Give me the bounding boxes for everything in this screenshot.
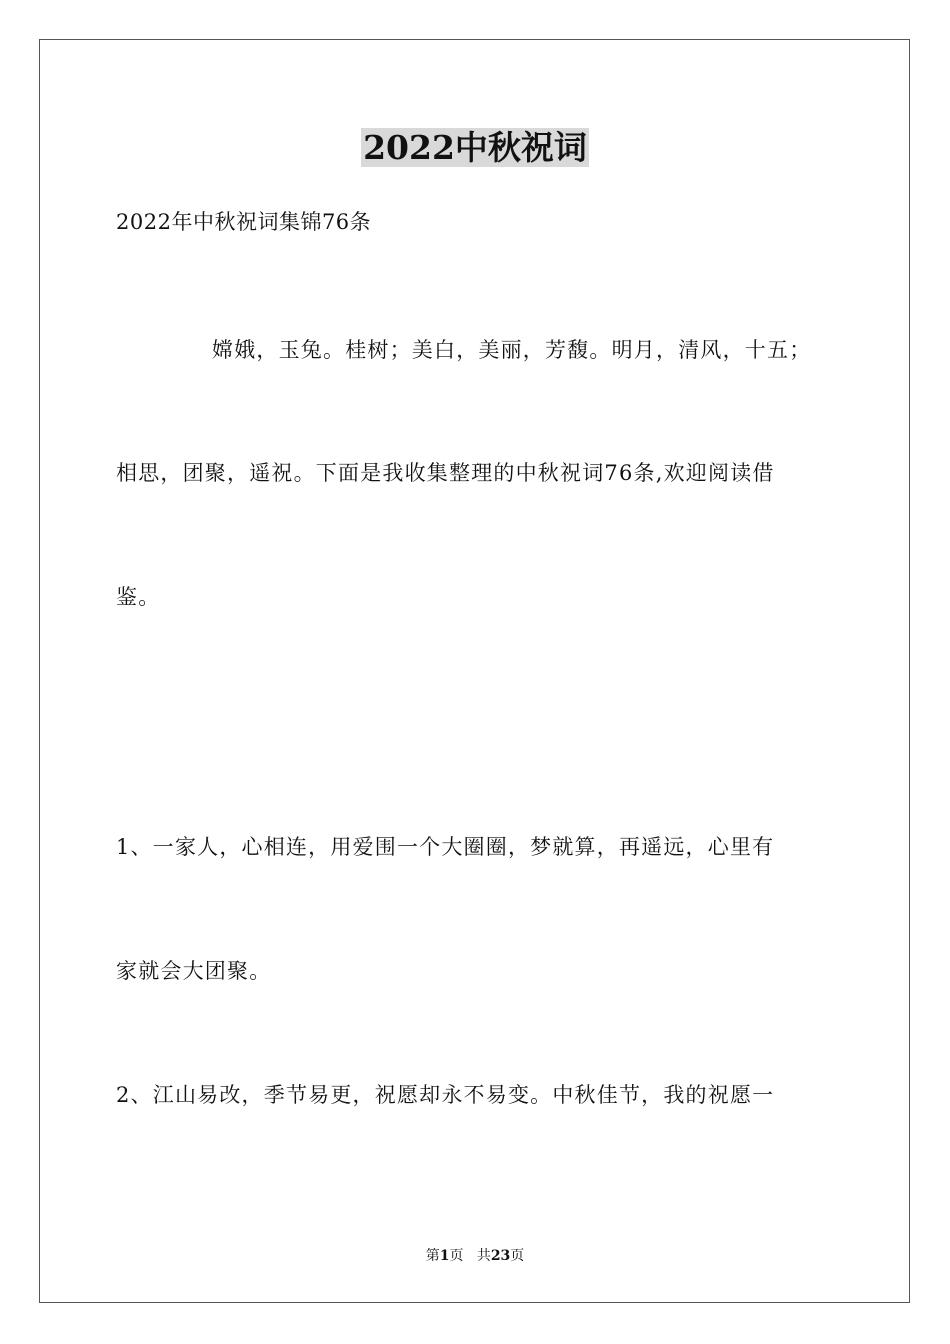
paragraph-line-3: 鉴。 <box>116 585 161 609</box>
page-footer <box>0 1246 950 1266</box>
list-item-1-line-1: 1、一家人，心相连，用爱围一个大圈圈，梦就算，再遥远，心里有 <box>116 835 775 859</box>
footer-total-suffix: 页 <box>510 1248 525 1264</box>
footer-total-prefix: 共 <box>476 1248 491 1264</box>
list-item-2-line-1: 2、江山易改，季节易更，祝愿却永不易变。中秋佳节，我的祝愿一 <box>116 1083 775 1107</box>
list-item-1-line-2: 家就会大团聚。 <box>116 959 272 983</box>
footer-page-suffix: 页 <box>449 1248 464 1264</box>
paragraph-line-1: 嫦娥，玉兔。桂树；美白，美丽，芳馥。明月，清风，十五； <box>212 338 812 362</box>
paragraph-line-2: 相思，团聚，遥祝。下面是我收集整理的中秋祝词76条,欢迎阅读借 <box>116 461 775 485</box>
footer-total-pages: 23 <box>490 1248 511 1264</box>
footer-page-prefix: 第 <box>425 1248 440 1264</box>
document-title-text: 2022中秋祝词 <box>363 128 587 167</box>
footer-page-number: 1 <box>439 1248 450 1264</box>
document-subtitle: 2022年中秋祝词集锦76条 <box>116 210 372 234</box>
document-title <box>0 126 950 170</box>
